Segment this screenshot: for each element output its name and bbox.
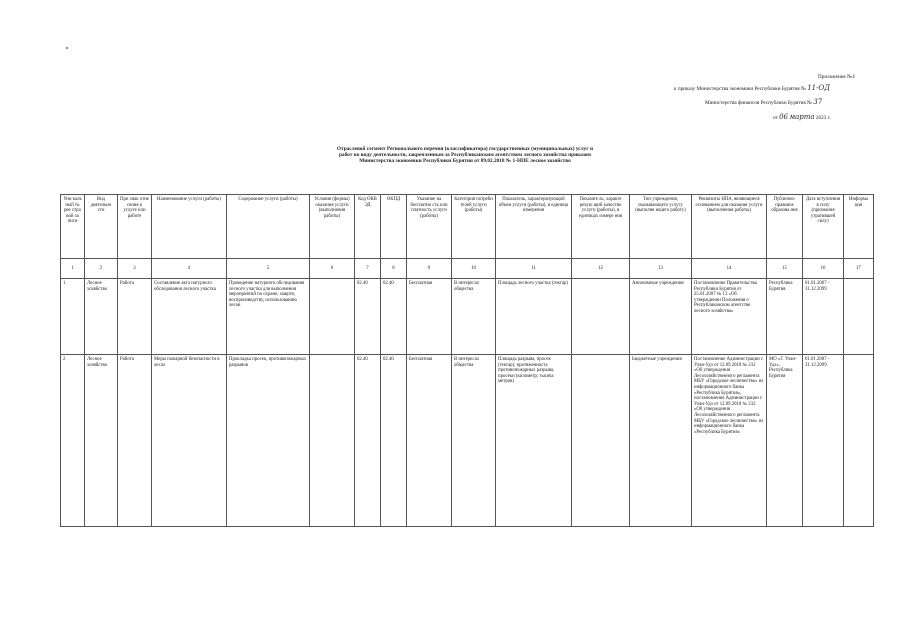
column-number: 3 xyxy=(118,259,152,279)
cell-institution-type: Автономные учреждения xyxy=(630,279,692,355)
header-cell: Дата вступления в силу (признания утратившей силу) xyxy=(803,195,844,259)
header-cell: Наименование услуги (работы) xyxy=(152,195,227,259)
cell-okpd: 02.40 xyxy=(381,355,407,527)
order-number-handwritten: 11-ОД xyxy=(807,84,830,92)
column-number: 11 xyxy=(496,259,572,279)
order-line-1 xyxy=(674,85,830,92)
scan-dot xyxy=(66,47,68,49)
cell-service-content: Проведение натурного обследования лесного участка для выполнения мероприятий по охране, защите, воспроизводству, использованию лесов xyxy=(227,279,310,355)
cell-record-number: 2 xyxy=(61,355,85,527)
order-line-2-text: Министерства финансов Республики Бурятия № xyxy=(705,100,813,106)
column-number: 14 xyxy=(692,259,767,279)
column-number: 7 xyxy=(355,259,381,279)
cell-info xyxy=(844,355,874,527)
header-cell: Публично-правовое образова ние xyxy=(767,195,803,259)
header-cell: Тип учреждения, оказывающего услугу (выполня ющего работу) xyxy=(630,195,692,259)
header-cell: Условия (формы) оказания услуги (выполнения работы) xyxy=(310,195,355,259)
cell-okved: 02.40 xyxy=(355,279,381,355)
column-number: 8 xyxy=(381,259,407,279)
date-prefix: от xyxy=(773,115,778,121)
table-row xyxy=(61,279,874,355)
column-number: 5 xyxy=(227,259,310,279)
header-cell: Содержание услуги (работы) xyxy=(227,195,310,259)
column-number: 9 xyxy=(407,259,452,279)
header-cell: Информа ция xyxy=(844,195,874,259)
column-number: 13 xyxy=(630,259,692,279)
column-number: 15 xyxy=(767,259,803,279)
header-cell: Категория потреби телей услуги (работы) xyxy=(452,195,496,259)
cell-quality-indicator xyxy=(572,355,630,527)
cell-payment: Бесплатная xyxy=(407,279,452,355)
header-cell: При знак отне сения к услуге или работе xyxy=(118,195,152,259)
cell-public-entity: МО «Г. Улан-Удэ», Республика Бурятия xyxy=(767,355,803,527)
cell-quality-indicator xyxy=(572,279,630,355)
cell-service-name: Меры пожарной безопасности в лесах xyxy=(152,355,227,527)
date-suffix: 2023 г. xyxy=(815,115,831,121)
cell-effective-date: 01.01.2007 - 31.12.2099 xyxy=(803,279,844,355)
cell-activity-type: Лесное хозяйство xyxy=(85,279,118,355)
header-cell: Код ОКВ ЭД xyxy=(355,195,381,259)
header-cell: Указание на бесплатно сть или платность услуги (работы) xyxy=(407,195,452,259)
order2-number-handwritten: 37 xyxy=(813,98,823,106)
header-cell: Уни каль ный № рее стро вой за писи xyxy=(61,195,85,259)
cell-institution-type: Бюджетные учреждения xyxy=(630,355,692,527)
column-number: 10 xyxy=(452,259,496,279)
cell-conditions xyxy=(310,279,355,355)
cell-consumers: В интересах общества xyxy=(452,355,496,527)
document-title: Отраслевой сегмент Регионального перечня (классификатора) государственных (муниципальных) услуг и работ по виду деятельности, закрепленным за Республиканским агентством лесного хозяйства приказом Министерства экономики Республики Бурятия от 09.02.2018 № 1-НПЕ лесное хозяйство xyxy=(336,146,594,165)
cell-public-entity: Республика Бурятия xyxy=(767,279,803,355)
cell-service-content: Прокладка просек, противопожарных разрывов xyxy=(227,355,310,527)
column-number: 17 xyxy=(844,259,874,279)
column-number: 4 xyxy=(152,259,227,279)
header-cell: Показате ль, характе ризую щий качество услуги (работы), в единицах измере ния xyxy=(572,195,630,259)
table-header-row xyxy=(61,195,874,259)
column-number: 16 xyxy=(803,259,844,279)
date-day-handwritten: 06 xyxy=(779,113,789,121)
column-number: 2 xyxy=(85,259,118,279)
cell-info xyxy=(844,279,874,355)
header-cell: ОКПД xyxy=(381,195,407,259)
cell-conditions xyxy=(310,355,355,527)
cell-record-number: 1 xyxy=(61,279,85,355)
cell-consumers: В интересах общества xyxy=(452,279,496,355)
cell-service-name: Составление акта натурного обследования лесного участка xyxy=(152,279,227,355)
header-cell: Показатель, характеризующий объем услуги (работы), в единица измерения xyxy=(496,195,572,259)
cell-service-or-work: Работа xyxy=(118,355,152,527)
cell-volume-indicator: Площадь лесного участка (гектар) xyxy=(496,279,572,355)
cell-effective-date: 01.01.2007 - 31.12.2099 xyxy=(803,355,844,527)
appendix-label: Приложение №4 xyxy=(818,74,855,80)
order-line-2 xyxy=(705,99,822,106)
classifier-table xyxy=(60,194,874,527)
cell-okpd: 02.40 xyxy=(381,279,407,355)
date-month-handwritten: марта xyxy=(789,113,815,121)
column-number-row xyxy=(61,259,874,279)
cell-okved: 02.40 xyxy=(355,355,381,527)
cell-legal-basis: Постановление Правительства Республики Бурятия от 25.01.2007 № 13 «Об утверждении Положения о Республиканском агентстве лесного хозяйства» xyxy=(692,279,767,355)
table-row xyxy=(61,355,874,527)
column-number: 1 xyxy=(61,259,85,279)
header-cell: Вид деятельно сти xyxy=(85,195,118,259)
column-number: 6 xyxy=(310,259,355,279)
cell-legal-basis: Постановление Администрации г. Улан-Удэ от 12.09.2018 № 232 «Об утверждении Лесохозяйственного регламента МБУ «Городское лесничество» из информационного банка «Республика Бурятия», постановление Администрации г. Улан-Удэ от 12.09.2018 № 232 «Об утверждении Лесохозяйственного регламента МБУ «Городское лесничество» из информационного банка «Республика Бурятия» xyxy=(692,355,767,527)
cell-activity-type: Лесное хозяйство xyxy=(85,355,118,527)
column-number: 12 xyxy=(572,259,630,279)
cell-volume-indicator: Площадь разрыва, просек (гектар); протяженность противопожарных разрыва, просеки (километр; тысяча метров) xyxy=(496,355,572,527)
cell-payment: Бесплатная xyxy=(407,355,452,527)
header-cell: Реквизиты НПА, являющиеся основанием для оказания услуги (выполнения работы) xyxy=(692,195,767,259)
order-line-1-text: к приказу Министерства экономики Республики Бурятия № xyxy=(674,86,806,92)
cell-service-or-work: Работа xyxy=(118,279,152,355)
order-date xyxy=(773,114,830,121)
